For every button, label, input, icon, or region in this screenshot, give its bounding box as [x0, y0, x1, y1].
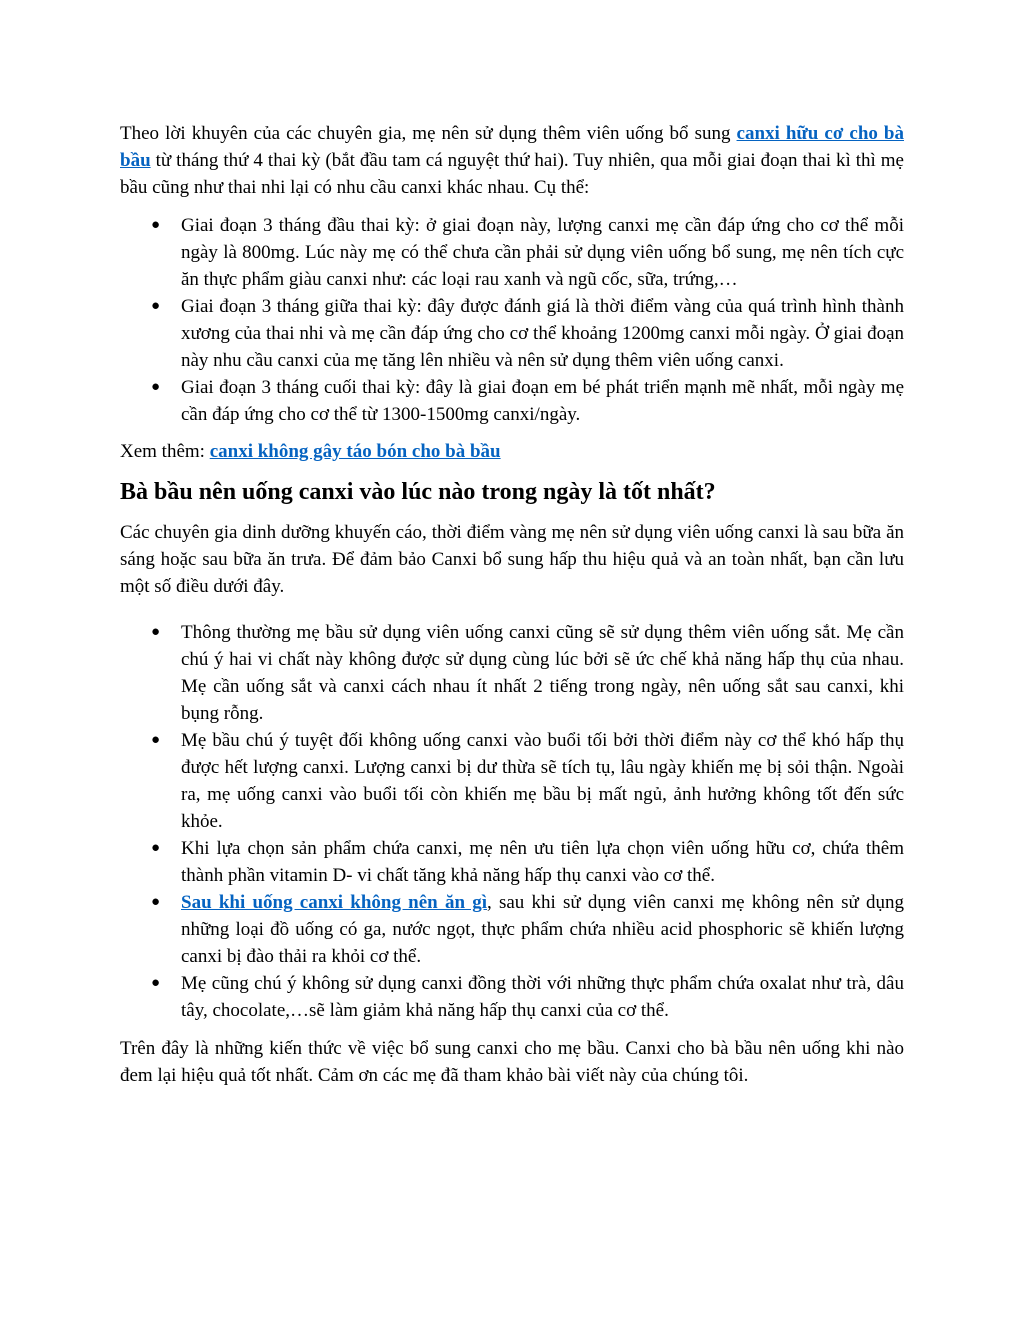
bullet-icon: ●: [151, 379, 161, 395]
bullet-icon: ●: [151, 732, 161, 748]
list-item-text: Mẹ cũng chú ý không sử dụng canxi đồng thời với những thực phẩm chứa oxalat như trà, dâu tây, chocolate,…sẽ làm giảm khả năng hấp thụ canxi của cơ thể.: [181, 973, 904, 1021]
bullet-icon: ●: [151, 975, 161, 991]
link-canxi-khong-gay-tao-bon[interactable]: canxi không gây táo bón cho bà bầu: [209, 441, 501, 462]
advice-list: [120, 619, 904, 1024]
intro-paragraph: [120, 120, 904, 201]
bullet-icon: ●: [151, 217, 161, 233]
list-item-text: Giai đoạn 3 tháng giữa thai kỳ: đây được đánh giá là thời điểm vàng của quá trình hình thành xương của thai nhi và mẹ cần đáp ứng cho cơ thể khoảng 1200mg canxi mỗi ngày. Ở giai đoạn này nhu cầu canxi của mẹ tăng lên nhiều và nên sử dụng thêm viên uống canxi.: [181, 296, 904, 371]
list-item: [120, 293, 904, 374]
list-item: [120, 619, 904, 727]
bullet-icon: ●: [151, 840, 161, 856]
list-item-text: Mẹ bầu chú ý tuyệt đối không uống canxi vào buổi tối bởi thời điểm này cơ thể khó hấp thụ được hết lượng canxi. Lượng canxi bị dư thừa sẽ tích tụ, lâu ngày khiến mẹ bị sỏi thận. Ngoài ra, mẹ uống canxi vào buổi tối còn khiến mẹ bầu bị mất ngủ, ảnh hưởng không tốt đến sức khỏe.: [181, 730, 904, 832]
list-item-text: Giai đoạn 3 tháng cuối thai kỳ: đây là giai đoạn em bé phát triển mạnh mẽ nhất, mỗi ngày mẹ cần đáp ứng cho cơ thể từ 1300-1500mg canxi/ngày.: [181, 377, 904, 425]
link-sau-khi-uong-canxi[interactable]: Sau khi uống canxi không nên ăn gì: [181, 892, 488, 913]
link-canxi-huu-co[interactable]: canxi hữu cơ cho bà bầu: [120, 123, 904, 171]
intro-text-after: từ tháng thứ 4 thai kỳ (bắt đầu tam cá nguyệt thứ hai). Tuy nhiên, qua mỗi giai đoạn thai kì thì mẹ bầu cũng như thai nhi lại có nhu cầu canxi khác nhau. Cụ thể:: [120, 150, 904, 198]
list-item-text: Thông thường mẹ bầu sử dụng viên uống canxi cũng sẽ sử dụng thêm viên uống sắt. Mẹ cần chú ý hai vi chất này không được sử dụng cùng lúc bởi sẽ ức chế khả năng hấp thụ của nhau. Mẹ cần uống sắt và canxi cách nhau ít nhất 2 tiếng trong ngày, nên uống sắt sau canxi, khi bụng rỗng.: [181, 622, 904, 724]
list-item-text: , sau khi sử dụng viên canxi mẹ không nên sử dụng những loại đồ uống có ga, nước ngọt, thực phẩm chứa nhiều acid phosphoric sẽ khiến lượng canxi bị đào thải ra khỏi cơ thể.: [181, 892, 905, 967]
conclusion-paragraph: Trên đây là những kiến thức về việc bổ sung canxi cho mẹ bầu. Canxi cho bà bầu nên uống khi nào đem lại hiệu quả tốt nhất. Cảm ơn các mẹ đã tham khảo bài viết này của chúng tôi.: [120, 1038, 904, 1086]
bullet-icon: ●: [151, 298, 161, 314]
section-heading: Bà bầu nên uống canxi vào lúc nào trong ngày là tốt nhất?: [120, 479, 716, 505]
pregnancy-stage-list: [120, 212, 904, 428]
see-more-line: [120, 438, 904, 465]
see-more-label: Xem thêm:: [120, 441, 210, 462]
bullet-icon: ●: [151, 894, 161, 910]
list-item-text: Giai đoạn 3 tháng đầu thai kỳ: ở giai đoạn này, lượng canxi mẹ cần đáp ứng cho cơ thể mỗi ngày là 800mg. Lúc này mẹ có thể chưa cần phải sử dụng viên uống bổ sung, mẹ nên tích cực ăn thực phẩm giàu canxi như: các loại rau xanh và ngũ cốc, sữa, trứng,…: [181, 215, 904, 290]
advice-paragraph: Các chuyên gia dinh dưỡng khuyến cáo, thời điểm vàng mẹ nên sử dụng viên uống canxi là sau bữa ăn sáng hoặc sau bữa ăn trưa. Để đảm bảo Canxi bổ sung hấp thu hiệu quả và an toàn nhất, bạn cần lưu một số điều dưới đây.: [120, 522, 904, 597]
list-item: [120, 727, 904, 835]
document-body: [120, 120, 904, 1089]
list-item: [120, 970, 904, 1024]
list-item: [120, 374, 904, 428]
list-item-text: Khi lựa chọn sản phẩm chứa canxi, mẹ nên ưu tiên lựa chọn viên uống hữu cơ, chứa thêm thành phần vitamin D- vi chất tăng khả năng hấp thụ canxi vào cơ thể.: [181, 838, 904, 886]
list-item: [120, 835, 904, 889]
list-item: [120, 889, 904, 970]
list-item: [120, 212, 904, 293]
intro-text-before: Theo lời khuyên của các chuyên gia, mẹ nên sử dụng thêm viên uống bổ sung: [120, 123, 737, 144]
bullet-icon: ●: [151, 624, 161, 640]
